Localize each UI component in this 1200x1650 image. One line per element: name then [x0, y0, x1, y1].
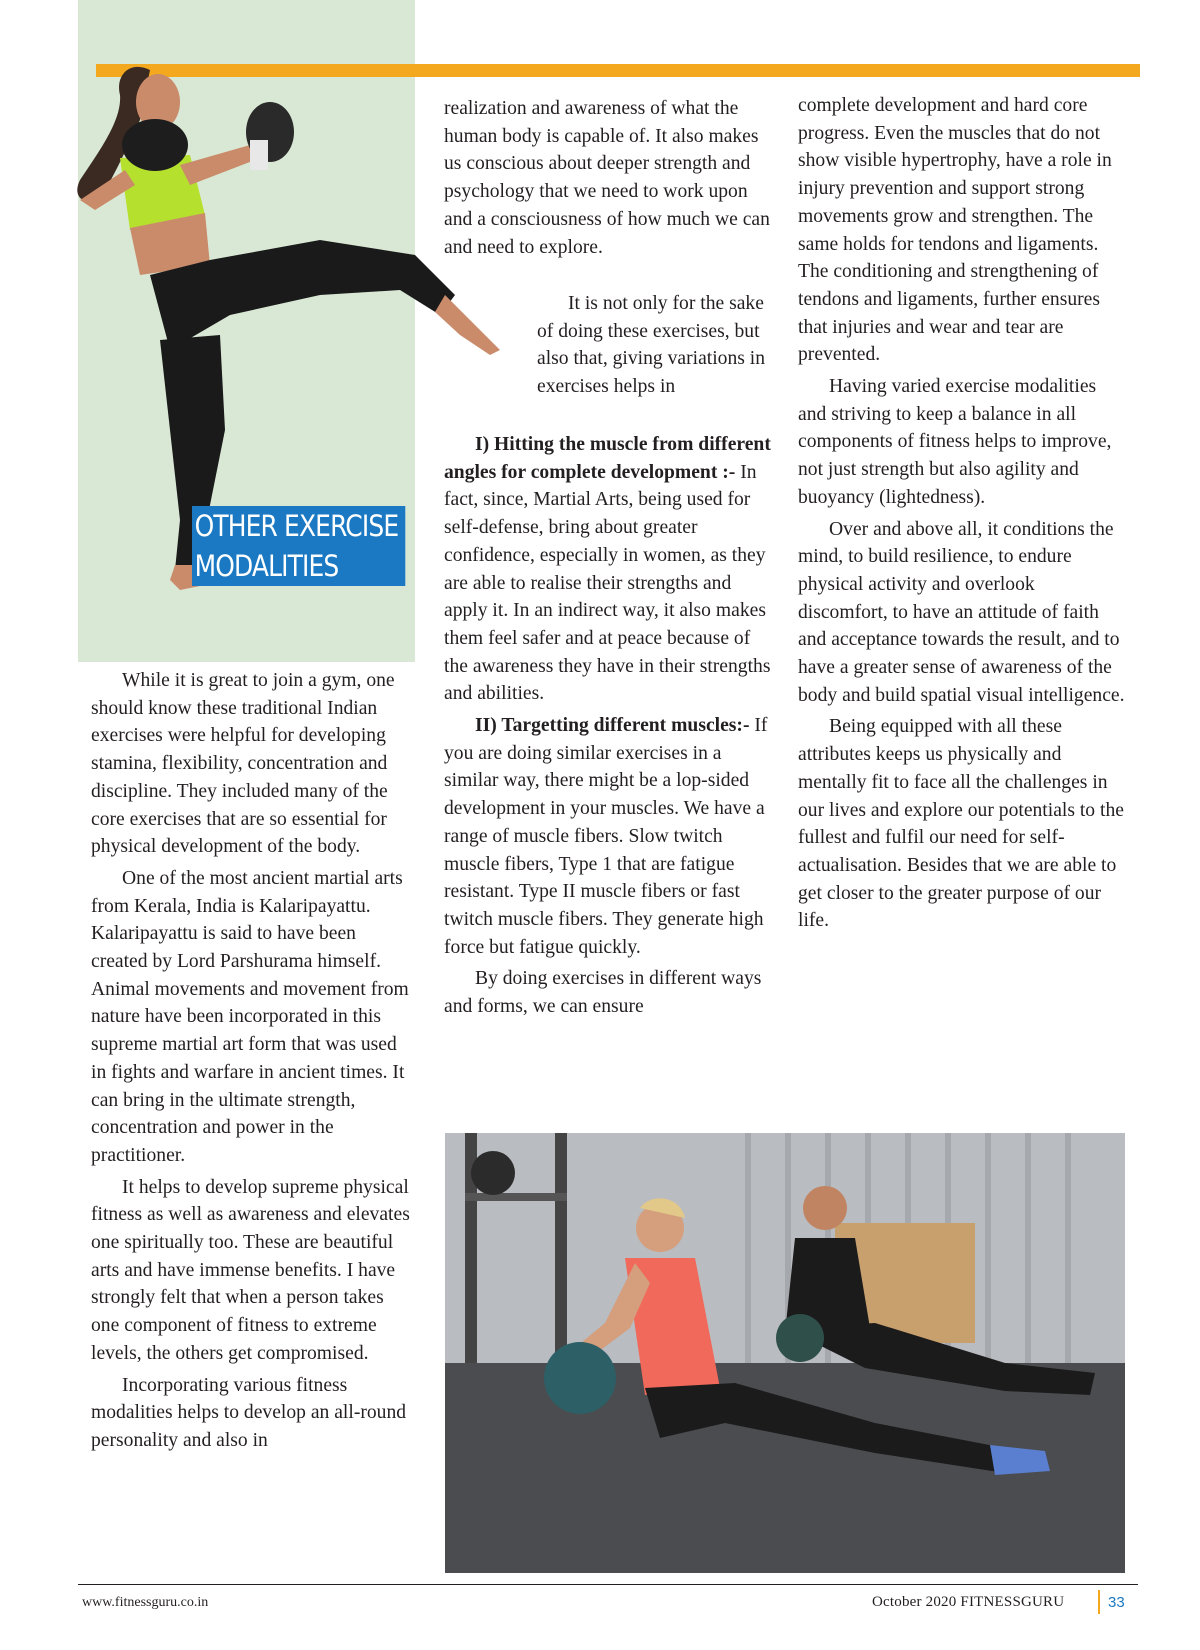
paragraph: It is not only for the sake of doing these exercises, but also that, giving variations in exercises helps in — [537, 293, 766, 398]
article-column-3 — [798, 92, 1128, 935]
section-title-line1: OTHER EXERCISE — [194, 509, 399, 543]
article-column-2-top — [444, 95, 774, 261]
subheading: II) Targetting different muscles:- — [475, 715, 750, 737]
section-title-badge — [192, 506, 405, 586]
paragraph-text: In fact, since, Martial Arts, being used for self-defense, bring about greater confidence, especially in women, as they are able to realise their strengths and apply it. In an indirect way, it also makes them feel safer and at peace because of the awareness they have in their strengths and abilities. — [444, 461, 771, 705]
paragraph: One of the most ancient martial arts from Kerala, India is Kalaripayattu. Kalaripayattu is said to have been created by Lord Parshurama himself. Animal movements and movement from nature have been incorporated in this supreme martial art form that was used in fights and warfare in ancient times. It can bring in the ultimate strength, concentration and power in the practitioner. — [91, 867, 409, 1166]
paragraph: While it is great to join a gym, one should know these traditional Indian exercises were helpful for developing stamina, flexibility, concentration and discipline. They included many of the core exercises that are so essential for physical development of the body. — [91, 670, 395, 858]
paragraph: complete development and hard core progress. Even the muscles that do not show visible hypertrophy, have a role in injury prevention and support strong movements grow and strengthen. The same holds for tendons and ligaments. The conditioning and strengthening of tendons and ligaments, further ensures that injuries and wear and tear are prevented. — [798, 95, 1112, 366]
page-number: 33 — [1108, 1594, 1125, 1611]
subheading: I) Hitting the muscle from different angles for complete development :- — [444, 434, 771, 483]
paragraph: Incorporating various fitness modalities helps to develop an all-round personality and also in — [91, 1374, 407, 1451]
paragraph-text: If you are doing similar exercises in a similar way, there might be a lop-sided development in your muscles. We have a range of muscle fibers. Slow twitch muscle fibers, Type 1 that are fatigue resistant. Type II muscle fibers or fast twitch muscle fibers. They generate high force but fatigue quickly. — [444, 715, 768, 958]
footer-issue: October 2020 FITNESSGURU — [872, 1594, 1065, 1610]
paragraph: Having varied exercise modalities and striving to keep a balance in all components of fitness helps to improve, not just strength but also agility and buoyancy (lightedness). — [798, 376, 1112, 508]
article-column-1 — [91, 667, 413, 1455]
article-column-2-bottom — [444, 431, 774, 1021]
paragraph — [444, 431, 774, 708]
paragraph: realization and awareness of what the human body is capable of. It also makes us conscious about deeper strength and psychology that we need to work upon and a consciousness of how much we can and need to explore. — [444, 98, 770, 258]
section-title-line2: MODALITIES — [194, 549, 339, 583]
footer-rule — [78, 1584, 1138, 1585]
paragraph: Being equipped with all these attributes keeps us physically and mentally fit to face all the challenges in our lives and explore our potentials to the fullest and fulfil our need for self-actualisation. Besides that we are able to get closer to the greater purpose of our life. — [798, 716, 1124, 932]
paragraph: It helps to develop supreme physical fitness as well as awareness and elevates one spiritually too. These are beautiful arts and have immense benefits. I have strongly felt that when a person takes one component of fitness to extreme levels, the others get compromised. — [91, 1176, 410, 1364]
paragraph: By doing exercises in different ways and forms, we can ensure — [444, 968, 762, 1018]
article-column-2-inset — [537, 290, 767, 401]
paragraph: Over and above all, it conditions the mind, to build resilience, to endure physical activity and overlook discomfort, to have an attitude of faith and acceptance towards the result, and to have a greater sense of awareness of the body and build spatial visual intelligence. — [798, 518, 1125, 706]
paragraph — [444, 712, 774, 961]
footer-separator — [1098, 1590, 1100, 1614]
footer-url: www.fitnessguru.co.in — [82, 1595, 209, 1610]
gym-photo — [445, 1133, 1125, 1573]
